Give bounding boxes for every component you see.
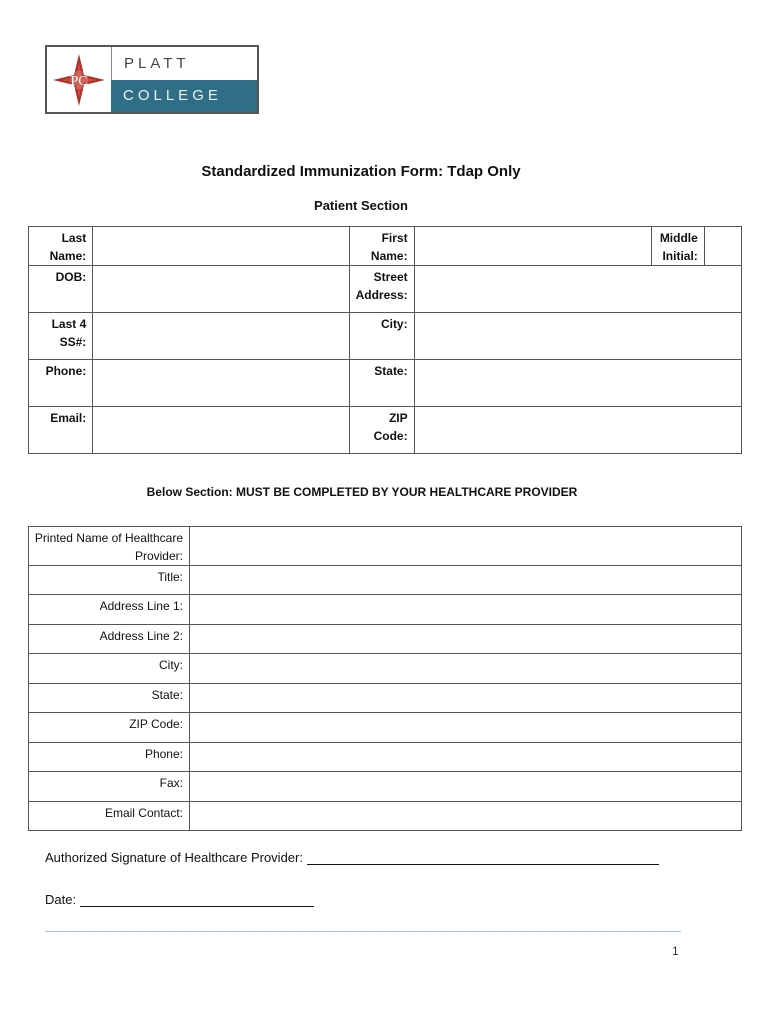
last-name-input[interactable] [93, 227, 349, 244]
provider-address2-input[interactable] [190, 625, 741, 642]
email-input[interactable] [93, 407, 349, 424]
provider-section-heading: Below Section: MUST BE COMPLETED BY YOUR HEALTHCARE PROVIDER [146, 485, 578, 499]
email-label: Email: [29, 407, 93, 454]
provider-fax-label: Fax: [29, 772, 190, 802]
date-line[interactable] [80, 890, 314, 907]
provider-name-field[interactable] [190, 527, 742, 566]
provider-name-label: Printed Name of Healthcare Provider: [29, 527, 190, 566]
date-label: Date: [45, 892, 77, 907]
provider-state-field[interactable] [190, 684, 742, 713]
college-emblem-icon [47, 47, 111, 112]
middle-initial-input[interactable] [705, 227, 741, 244]
ssn4-label: Last 4 SS#: [29, 313, 93, 360]
dob-field[interactable] [93, 266, 350, 313]
emblem-text: PC [70, 73, 88, 89]
zip-input[interactable] [415, 407, 741, 424]
city-label: City: [350, 313, 414, 360]
provider-address2-field[interactable] [190, 625, 742, 654]
provider-city-label: City: [29, 654, 190, 684]
provider-phone-field[interactable] [190, 743, 742, 772]
state-label: State: [350, 360, 414, 407]
ssn4-field[interactable] [93, 313, 350, 360]
footer-divider [45, 931, 681, 932]
city-input[interactable] [415, 313, 741, 330]
street-address-input[interactable] [415, 266, 741, 283]
provider-fax-field[interactable] [190, 772, 742, 802]
provider-phone-input[interactable] [190, 743, 741, 760]
provider-fax-input[interactable] [190, 772, 741, 789]
date-row [45, 890, 314, 907]
logo-line-college: COLLEGE [111, 80, 257, 113]
logo-line-platt: PLATT [111, 47, 257, 80]
provider-email-input[interactable] [190, 802, 741, 819]
provider-state-input[interactable] [190, 684, 741, 701]
signature-row [45, 848, 659, 865]
first-name-input[interactable] [415, 227, 651, 244]
provider-zip-field[interactable] [190, 713, 742, 743]
street-address-label: Street Address: [350, 266, 414, 313]
provider-phone-label: Phone: [29, 743, 190, 772]
provider-name-input[interactable] [190, 527, 741, 544]
provider-title-label: Title: [29, 566, 190, 595]
provider-address1-field[interactable] [190, 595, 742, 625]
signature-label: Authorized Signature of Healthcare Provider: [45, 850, 303, 865]
provider-title-input[interactable] [190, 566, 741, 583]
phone-label: Phone: [29, 360, 93, 407]
patient-section-heading: Patient Section [314, 198, 408, 213]
phone-input[interactable] [93, 360, 349, 377]
middle-initial-label: Middle Initial: [651, 227, 704, 266]
ssn4-input[interactable] [93, 313, 349, 330]
street-address-field[interactable] [414, 266, 741, 313]
provider-email-label: Email Contact: [29, 802, 190, 831]
last-name-field[interactable] [93, 227, 350, 266]
page-number: 1 [672, 944, 679, 958]
phone-field[interactable] [93, 360, 350, 407]
state-input[interactable] [415, 360, 741, 377]
dob-label: DOB: [29, 266, 93, 313]
city-field[interactable] [414, 313, 741, 360]
provider-zip-input[interactable] [190, 713, 741, 730]
first-name-field[interactable] [414, 227, 651, 266]
provider-address2-label: Address Line 2: [29, 625, 190, 654]
zip-field[interactable] [414, 407, 741, 454]
email-field[interactable] [93, 407, 350, 454]
form-title: Standardized Immunization Form: Tdap Only [201, 163, 521, 180]
state-field[interactable] [414, 360, 741, 407]
middle-initial-field[interactable] [704, 227, 741, 266]
provider-email-field[interactable] [190, 802, 742, 831]
provider-title-field[interactable] [190, 566, 742, 595]
first-name-label: First Name: [350, 227, 414, 266]
provider-city-field[interactable] [190, 654, 742, 684]
provider-zip-label: ZIP Code: [29, 713, 190, 743]
last-name-label: Last Name: [29, 227, 93, 266]
provider-address1-input[interactable] [190, 595, 741, 612]
platt-college-logo [45, 45, 259, 114]
zip-label: ZIP Code: [350, 407, 414, 454]
dob-input[interactable] [93, 266, 349, 283]
patient-table [28, 226, 742, 454]
provider-city-input[interactable] [190, 654, 741, 671]
provider-address1-label: Address Line 1: [29, 595, 190, 625]
provider-state-label: State: [29, 684, 190, 713]
signature-line[interactable] [307, 848, 659, 865]
provider-table [28, 526, 742, 831]
